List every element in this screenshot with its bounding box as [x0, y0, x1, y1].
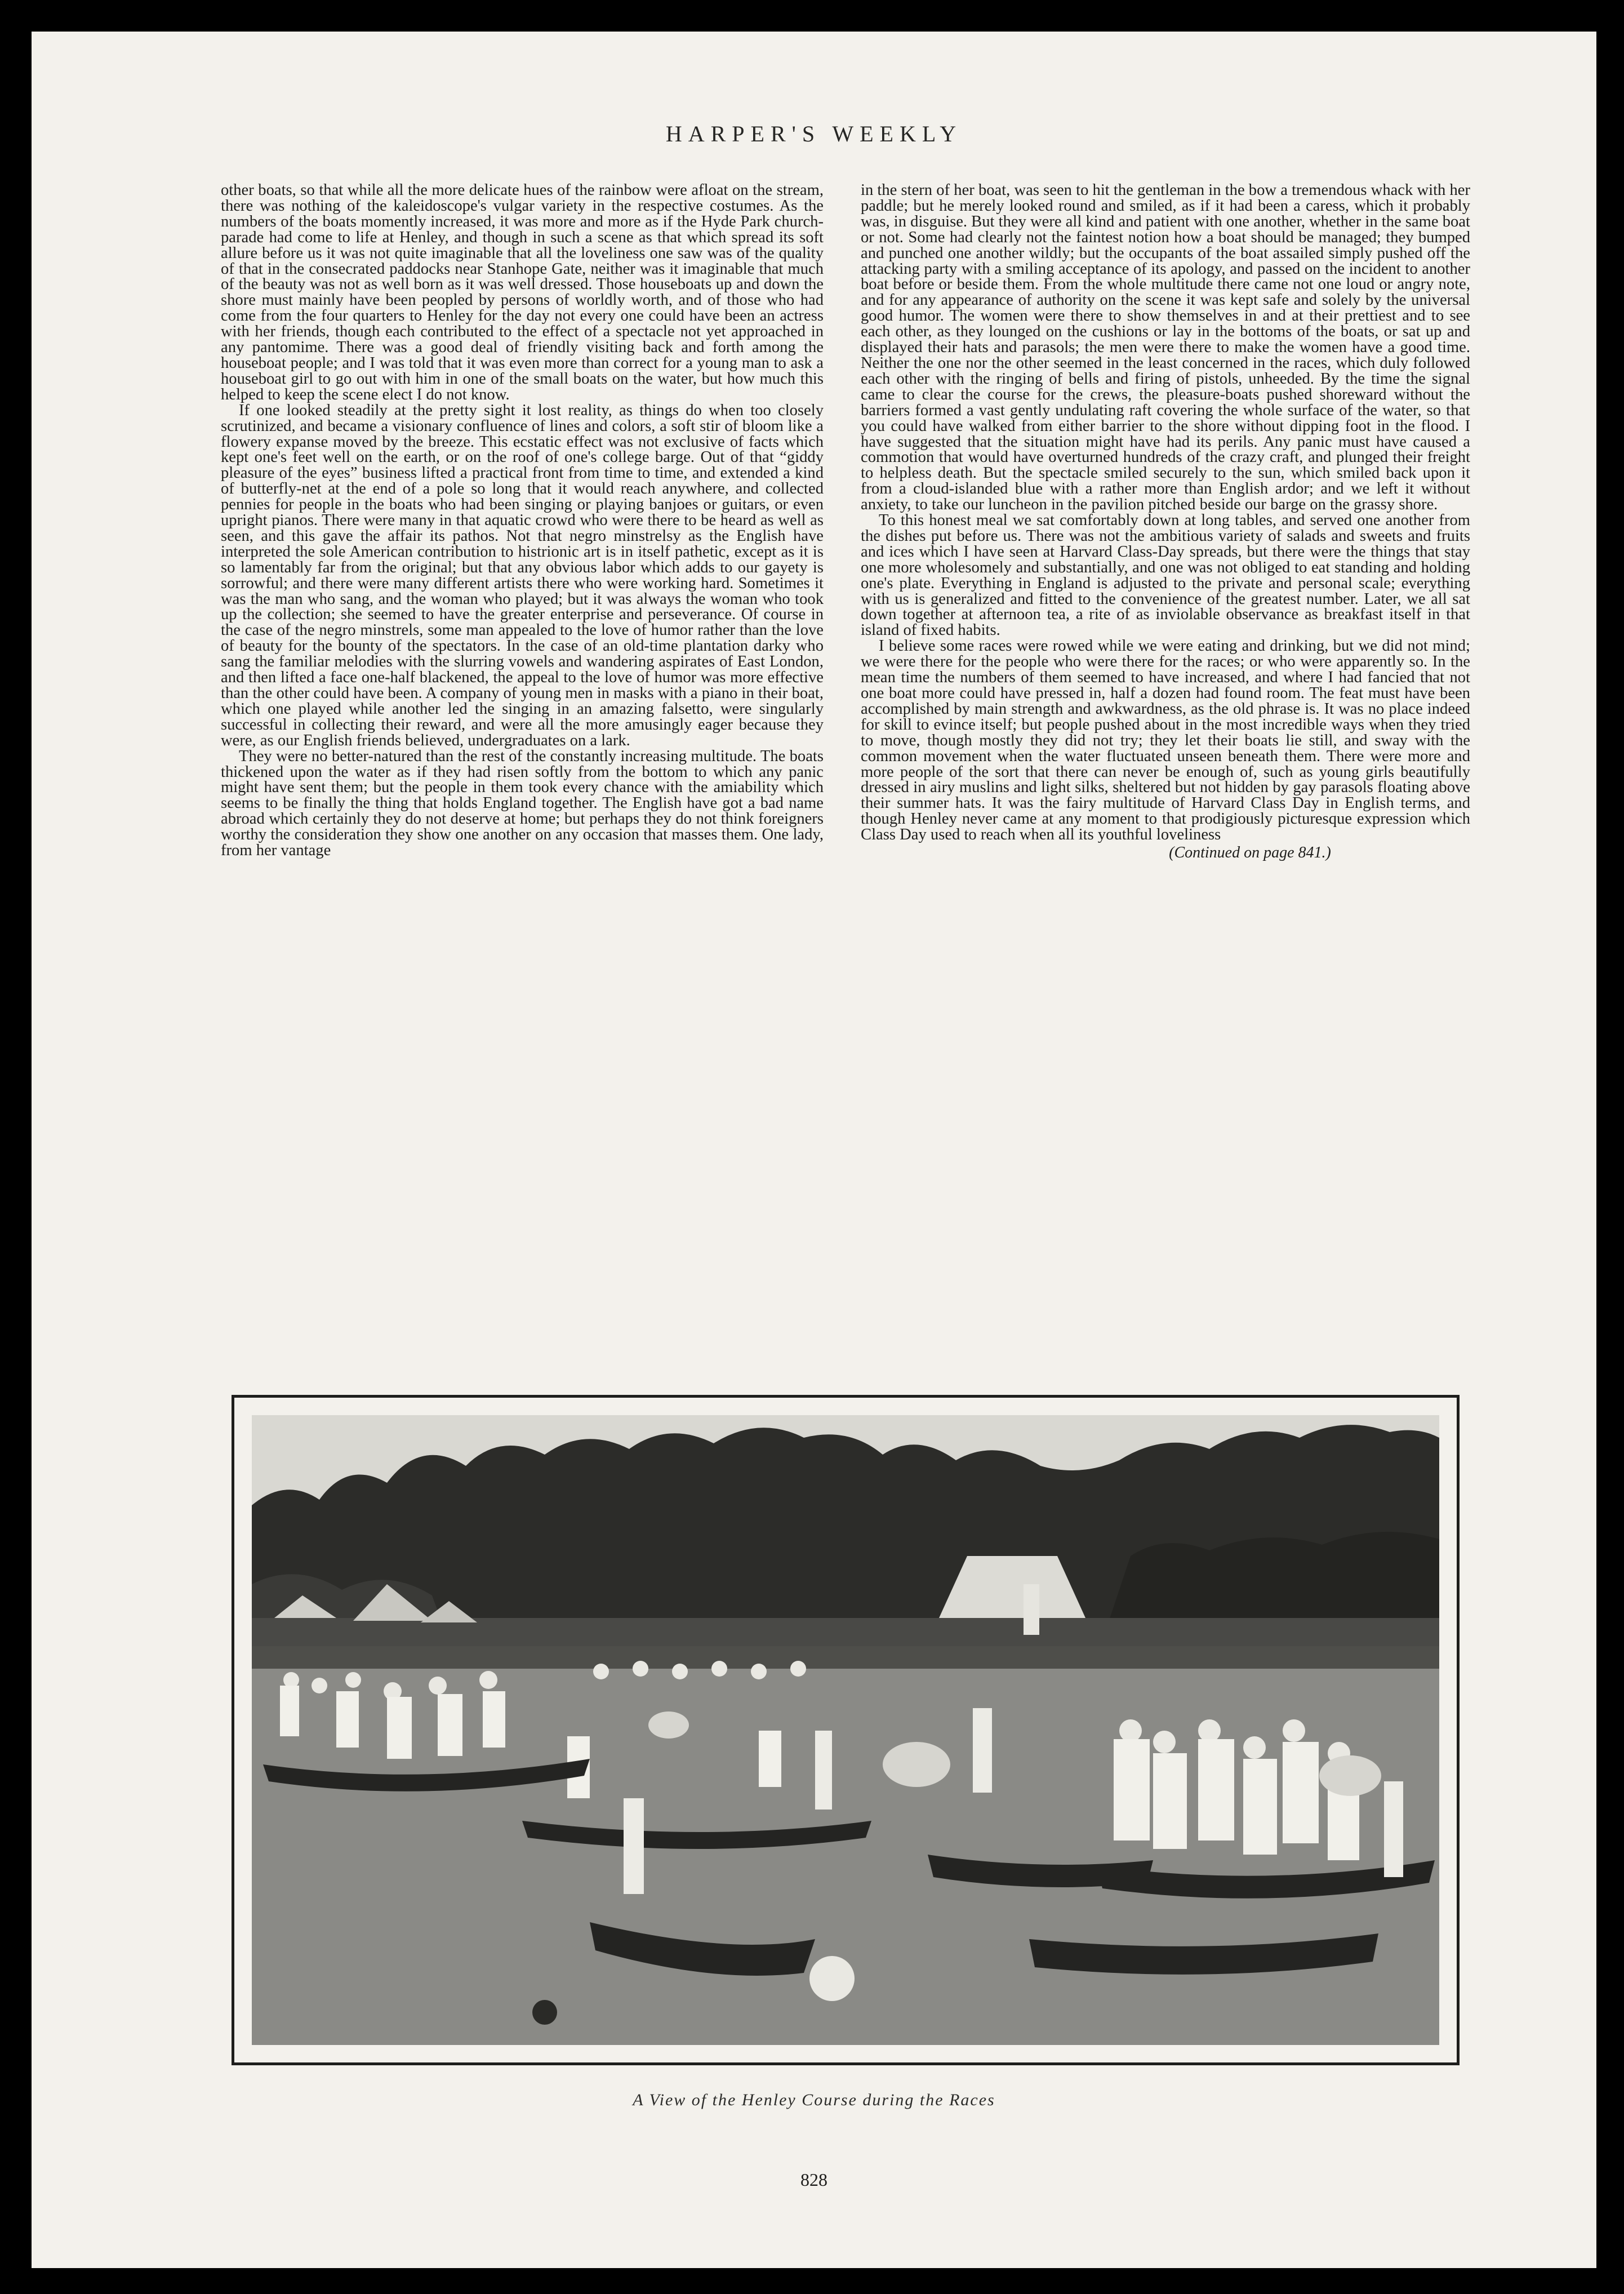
article-body [221, 183, 1470, 1343]
paragraph: in the stern of her boat, was seen to hit the gentleman in the bow a tremendous whack with her paddle; but he merely looked round and smiled, as if it had been a caress, which it probably was, in disguise. But they were all kind and patient with one another, whether in the same boat or not. Some had clearly not the faintest notion how a boat should be managed; they bumped and punched one another wildly; but the occupants of the boat assailed simply pushed off the attacking party with a smiling acceptance of its apology, and passed on the incident to another boat before or beside them. From the whole multitude there came not one loud or angry note, and for any appearance of authority on the scene it was kept safe and solely by the universal good humor. The women were there to show themselves in and at their prettiest and to see each other, as they lounged on the cushions or lay in the bottoms of the boats, or sat up and displayed their hats and parasols; the men were there to make the women have a good time. Neither the one nor the other seemed in the least concerned in the races, which duly followed each other with the ringing of bells and firing of pistols, unheeded. By the time the signal came to clear the course for the crews, the pleasure-boats pushed shoreward without the barriers formed a vast gently undulating raft covering the whole surface of the water, so that you could have walked from either barrier to the shore without dipping foot in the flood. I have suggested that the situation might have had its perils. Any panic must have caused a commotion that would have overturned hundreds of the crazy craft, and plunged their freight to helpless death. But the spectacle smiled securely to the sun, which smiled back upon it from a cloud-islanded blue with a rather more than English ardor; and we left it without anxiety, to take our luncheon in the pavilion pitched beside our barge on the grassy shore. [861, 183, 1470, 514]
paragraph: I believe some races were rowed while we were eating and drinking, but we did not mind; we were there for the people who were there for the races; or who were apparently so. In the mean time the numbers of them seemed to have increased, and where I had fancied that not one boat more could have pressed in, half a dozen had found room. The feat must have been accomplished by main strength and awkwardness, as the old phrase is. It was no place indeed for skill to evince itself; but people pushed about in the most incredible ways when they tried to move, though mostly they did not try; they let their boats lie still, and sway with the common movement when the water fluctuated unseen beneath them. There were more and more people of the sort that there can never be enough of, such as young girls beautifully dressed in airy muslins and light silks, sheltered but not hidden by gay parasols floating above their summer hats. It was the fairy multitude of Harvard Class Day in English terms, and though Henley never came at any moment to that prodigiously picturesque expression which Class Day used to reach when all its youthful loveliness [861, 637, 1470, 844]
continued-note: (Continued on page 841.) [1169, 844, 1331, 862]
spectator-crowd [252, 1646, 1439, 1669]
paragraph: other boats, so that while all the more delicate hues of the rainbow were afloat on the stream, there was nothing of the kaleidoscope's vulgar variety in the respective costumes. As the numbers of the boats momently increased, it was more and more as if the Hyde Park church-parade had come to life at Henley, and though in such a scene as that which spread its soft allure before us it was not quite imaginable that all the loveliness one saw was of the quality of that in the consecrated paddocks near Stanhope Gate, neither was it imaginable that much of the beauty was not as well born as it was well dressed. Those houseboats up and down the shore must mainly have been peopled by persons of worldly worth, and of those who had come from the four quarters to Henley for the day not every one could have been an actress with her friends, though each contributed to the effect of a spectacle not yet approached in any pantomime. There was a good deal of friendly visiting back and forth among the houseboat people; and I was told that it was even more than correct for a young man to ask a houseboat girl to go out with him in one of the small boats on the water, but how much this helped to keep the scene elect I do not know. [221, 183, 824, 403]
henley-course-photograph [252, 1415, 1439, 2045]
masthead: HARPER'S WEEKLY [665, 121, 963, 146]
boater-hat [809, 1956, 855, 2001]
photo-illustration [252, 1415, 1439, 2045]
paragraph: They were no better-natured than the rest of the constantly increasing multitude. The boats thickened upon the water as if they had risen softly from the bottom to which any panic might have sent them; but the people in them took every chance with the amiability which seems to be finally the thing that holds England together. The English have got a bad name abroad which certainly they do not deserve at home; but perhaps they do not think foreigners worthy the consideration they show one another on any occasion that masses them. One lady, from her vantage [221, 747, 824, 860]
magazine-page [32, 32, 1596, 2268]
left-column [221, 183, 824, 1343]
page-number: 828 [800, 2169, 827, 2190]
right-column [861, 183, 1470, 1343]
mooring-post [532, 2000, 557, 2025]
paragraph: To this honest meal we sat comfortably down at long tables, and served one another from the dishes put before us. There was not the ambitious variety of salads and sweets and fruits and ices which I have seen at Harvard Class-Day spreads, but there were the things that stay one more wholesomely and substantially, and one was not obliged to eat standing and holding one's plate. Everything in England is adjusted to the private and personal scale; everything with us is generalized and fitted to the convenience of the greatest number. Later, we all sat down together at afternoon tea, a rite of as inviolable observance as breakfast itself in that island of fixed habits. [861, 512, 1470, 639]
paragraph: If one looked steadily at the pretty sight it lost reality, as things do when too closely scrutinized, and became a visionary confluence of lines and colors, a soft stir of bloom like a flowery expanse moved by the breeze. This ecstatic effect was not exclusive of facts which kept one's feet well on the earth, or on the roof of one's college barge. Out of that “giddy pleasure of the eyes” business lifted a practical front from time to time, and extended a kind of butterfly-net at the end of a pole so long that it would reach anywhere, and collected pennies for people in the boats who had been singing or playing banjoes or guitars, or even upright pianos. There were many in that aquatic crowd who were there to be heard as well as seen, and this gave the affair its pathos. Not that negro minstrelsy as the English have interpreted the sole American contribution to histrionic art is in itself pathetic, except as it is so lamentably far from the original; but that any obvious labor which adds to our gayety is sorrowful; and there were many different artists there who were working hard. Sometimes it was the man who sang, and the woman who played; but it was always the woman who took up the collection; she seemed to have the greater enterprise and perseverance. Of course in the case of the negro minstrels, some man appealed to the love of humor rather than the love of beauty for the bounty of the spectators. In the case of an old-time plantation darky who sang the familiar melodies with the slurring vowels and wandering aspirates of East London, and then lifted a face one-half blackened, the appeal to the love of humor was more effective than the other could have been. A company of young men in masks with a piano in their boat, which one played while another led the singing in an amazing falsetto, were singularly successful in collecting their reward, and were all the more amusingly eager because they were, as our English friends believed, undergraduates on a lark. [221, 401, 824, 749]
photo-frame [232, 1395, 1460, 2065]
photo-caption: A View of the Henley Course during the Races [633, 2091, 995, 2109]
flag-post [1024, 1584, 1039, 1635]
